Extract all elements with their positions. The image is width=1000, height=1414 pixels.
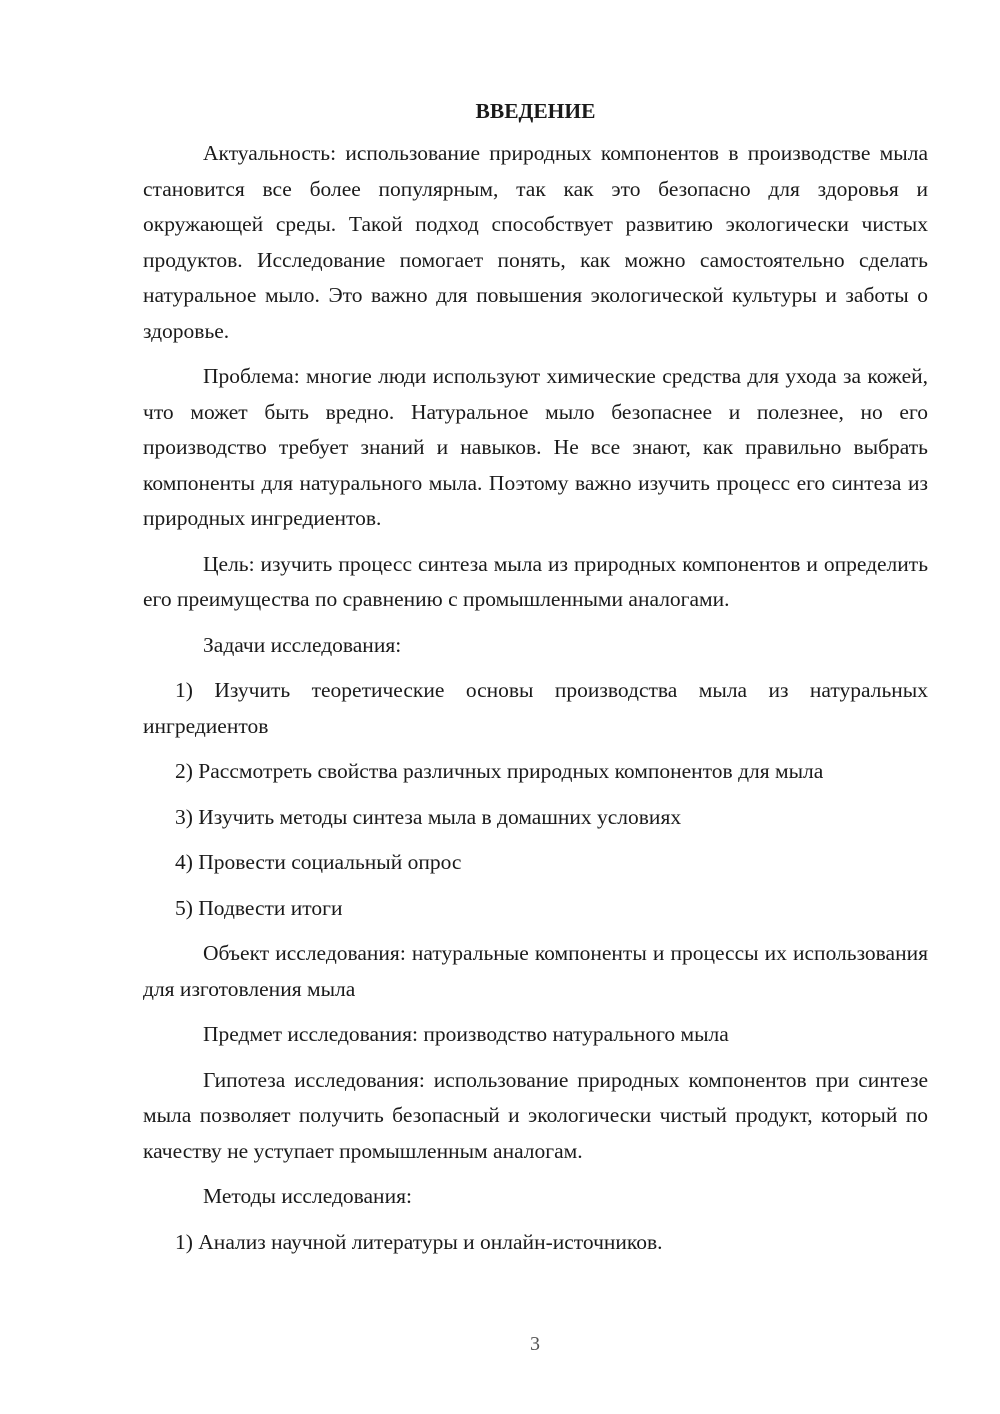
problem-paragraph: Проблема: многие люди используют химические средства для ухода за кожей, что может быть вредно. Натуральное мыло безопаснее и полезнее, но его производство требует знаний и навыков. Не все знают, как правильно выбрать компоненты для натурального мыла. Поэтому важно изучить процесс его синтеза из природных ингредиентов. (143, 364, 928, 530)
task-item-1: 1) Изучить теоретические основы производства мыла из натуральных ингредиентов (143, 678, 928, 738)
task-item-2: 2) Рассмотреть свойства различных природных компонентов для мыла (175, 759, 824, 783)
relevance-paragraph: Актуальность: использование природных компонентов в производстве мыла становится все более популярным, так как это безопасно для здоровья и окружающей среды. Такой подход способствует развитию экологически чистых продуктов. Исследование помогает понять, как можно самостоятельно сделать натуральное мыло. Это важно для повышения экологической культуры и заботы о здоровье. (143, 141, 928, 343)
task-item-5: 5) Подвести итоги (175, 895, 343, 920)
section-title: ВВЕДЕНИЕ (475, 99, 596, 123)
goal-paragraph: Цель: изучить процесс синтеза мыла из природных компонентов и определить его преимущества по сравнению с промышленными аналогами. (143, 551, 928, 611)
hypothesis-paragraph: Гипотеза исследования: использование природных компонентов при синтезе мыла позволяет получить безопасный и экологически чистый продукт, который по качеству не уступает промышленным аналогам. (143, 1067, 928, 1163)
method-item-1: 1) Анализ научной литературы и онлайн-источников. (175, 1229, 663, 1254)
subject-paragraph: Предмет исследования: производство натурального мыла (203, 1022, 729, 1046)
tasks-heading: Задачи исследования: (203, 632, 402, 657)
document-page (143, 96, 928, 1270)
task-item-3: 3) Изучить методы синтеза мыла в домашних условиях (175, 804, 682, 829)
methods-heading: Методы исследования: (203, 1184, 412, 1208)
page-number: 3 (530, 1333, 540, 1355)
task-item-4: 4) Провести социальный опрос (175, 850, 462, 874)
object-paragraph: Объект исследования: натуральные компоненты и процессы их использования для изготовления мыла (143, 941, 928, 1001)
